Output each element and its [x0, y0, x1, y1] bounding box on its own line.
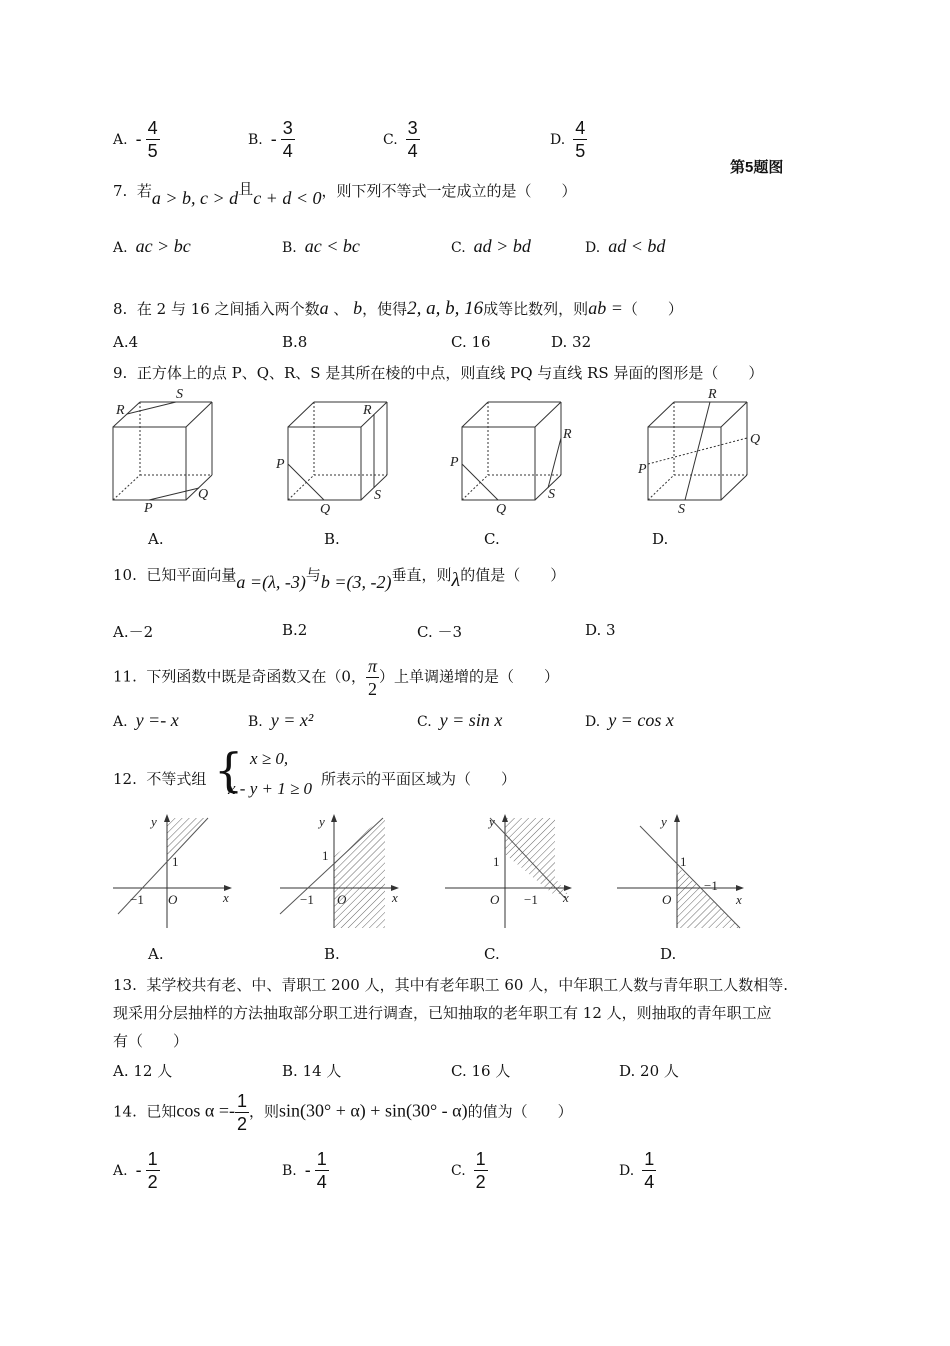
axis-x-c: x [563, 890, 569, 905]
label-s-b: S [374, 488, 381, 503]
q6-option-b: B. - $\frac{3}{4}$ [248, 118, 293, 161]
q8-option-c: C. 16 [451, 333, 491, 351]
q10-option-a: A.－2 [113, 623, 154, 641]
graph-d [617, 814, 744, 928]
label-r-d: R [708, 387, 717, 402]
q12-option-a: A. [148, 945, 164, 963]
tick-one-c: 1 [493, 854, 500, 869]
cube-c [462, 402, 561, 500]
q7-option-b: B. ac < bc [282, 236, 360, 256]
label-s-d: S [678, 502, 685, 517]
q14-option-c: C. $\frac{1}{2}$ [451, 1149, 486, 1192]
q12-option-b: B. [324, 945, 340, 963]
tick-one-d: 1 [680, 854, 687, 869]
tick-negone-b: −1 [300, 892, 314, 907]
q9-cube-figures [100, 380, 800, 520]
q7-option-a: A. ac > bc [113, 236, 191, 256]
label-q-b: Q [320, 502, 331, 517]
q7-option-c: C. ad > bd [451, 236, 531, 256]
origin-c: O [490, 892, 500, 907]
q10-stem: 10. 已知平面向量a =(λ, -3)与b =(3, -2)垂直，则λ的值是（ ） [113, 566, 566, 592]
tick-one-b: 1 [322, 848, 329, 863]
q13-line2: 现采用分层抽样的方法抽取部分职工进行调查，已知抽取的老年职工有 12 人，则抽取的青年职工应 [113, 1004, 772, 1022]
figure-caption: 第5题图 [730, 159, 784, 176]
q13-option-b: B. 14 人 [282, 1062, 342, 1080]
cube-d [648, 402, 747, 500]
q12-tail: 所表示的平面区域为（ ） [321, 770, 517, 788]
q10-option-c: C. －3 [417, 623, 463, 641]
q14-stem: 14. 已知cos α =- $\frac{1}{2}$ ，则sin(30° + α) + sin(30° - α)的值为（ ） [113, 1091, 573, 1134]
q8-option-d: D. 32 [551, 333, 592, 351]
q11-stem: 11. 下列函数中既是奇函数又在（0， $\frac{\pi}{2}$ ）上单调递增的是（ ） [113, 656, 559, 699]
tick-negone-a: −1 [130, 892, 144, 907]
q12-option-d: D. [660, 945, 677, 963]
axis-x-a: x [223, 890, 229, 905]
q10-option-b: B.2 [282, 621, 308, 639]
origin-b: O [337, 892, 347, 907]
label-p-a: P [144, 501, 153, 516]
q13-line3: 有（ ） [113, 1032, 189, 1050]
cube-a [113, 402, 212, 500]
axis-y-b: y [319, 814, 325, 829]
q13-option-a: A. 12 人 [113, 1062, 173, 1080]
axis-y-a: y [151, 814, 157, 829]
axis-x-b: x [392, 890, 398, 905]
q14-option-d: D. $\frac{1}{4}$ [619, 1149, 655, 1192]
q13-option-c: C. 16 人 [451, 1062, 511, 1080]
q9-option-d: D. [652, 530, 669, 548]
label-p-c: P [450, 455, 459, 470]
label-p-d: P [638, 462, 647, 477]
q9-option-a: A. [148, 530, 164, 548]
cube-b [288, 402, 387, 500]
q14-option-a: A. - $\frac{1}{2}$ [113, 1149, 158, 1192]
tick-negone-d: −1 [704, 878, 718, 893]
label-q-d: Q [750, 432, 761, 447]
q11-option-a: A. y =- x [113, 710, 179, 730]
q11-option-c: C. y = sin x [417, 710, 503, 730]
tick-one-a: 1 [172, 854, 179, 869]
axis-y-d: y [661, 814, 667, 829]
label-r-a: R [116, 403, 125, 418]
graph-a [113, 814, 232, 928]
q9-option-c: C. [484, 530, 500, 548]
q12-option-c: C. [484, 945, 500, 963]
q9-option-b: B. [324, 530, 340, 548]
q13-option-d: D. 20 人 [619, 1062, 679, 1080]
q7-option-d: D. ad < bd [585, 236, 666, 256]
origin-d: O [662, 892, 672, 907]
label-q-a: Q [198, 487, 209, 502]
q7-stem: 7. 若a > b, c > d且c + d < 0，则下列不等式一定成立的是（ ） [113, 180, 577, 208]
q8-option-b: B.8 [282, 333, 308, 351]
axis-x-d: x [736, 892, 742, 907]
label-r-c: R [563, 427, 572, 442]
graph-b [280, 814, 399, 928]
label-p-b: P [276, 457, 285, 472]
label-q-c: Q [496, 502, 507, 517]
label-r-b: R [363, 403, 372, 418]
q8-option-a: A.4 [113, 333, 139, 351]
label-s-a: S [176, 387, 183, 402]
tick-negone-c: −1 [524, 892, 538, 907]
q8-stem: 8. 在 2 与 16 之间插入两个数a 、 b，使得2, a, b, 16成等比数列，则ab =（ ） [113, 298, 683, 319]
q9-stem: 9. 正方体上的点 P、Q、R、S 是其所在棱的中点，则直线 PQ 与直线 RS 异面的图形是（ ） [113, 364, 764, 382]
q14-option-b: B. - $\frac{1}{4}$ [282, 1149, 327, 1192]
q11-option-b: B. y = x² [248, 710, 314, 730]
q13-line1: 13. 某学校共有老、中、青职工 200 人，其中有老年职工 60 人，中年职工人数与青年职工人数相等. [113, 976, 788, 994]
graph-c [445, 814, 572, 928]
q12-stem: 12. 不等式组 [113, 770, 207, 788]
q10-option-d: D. 3 [585, 621, 616, 639]
q6-option-c: C. $\frac{3}{4}$ [383, 118, 418, 161]
axis-y-c: y [489, 814, 495, 829]
q11-option-d: D. y = cos x [585, 710, 674, 730]
origin-a: O [168, 892, 178, 907]
q12-region-graphs [100, 808, 760, 936]
label-s-c: S [548, 487, 555, 502]
q6-option-d: D. $\frac{4}{5}$ [550, 118, 586, 161]
q6-option-a: A. - $\frac{4}{5}$ [113, 118, 158, 161]
